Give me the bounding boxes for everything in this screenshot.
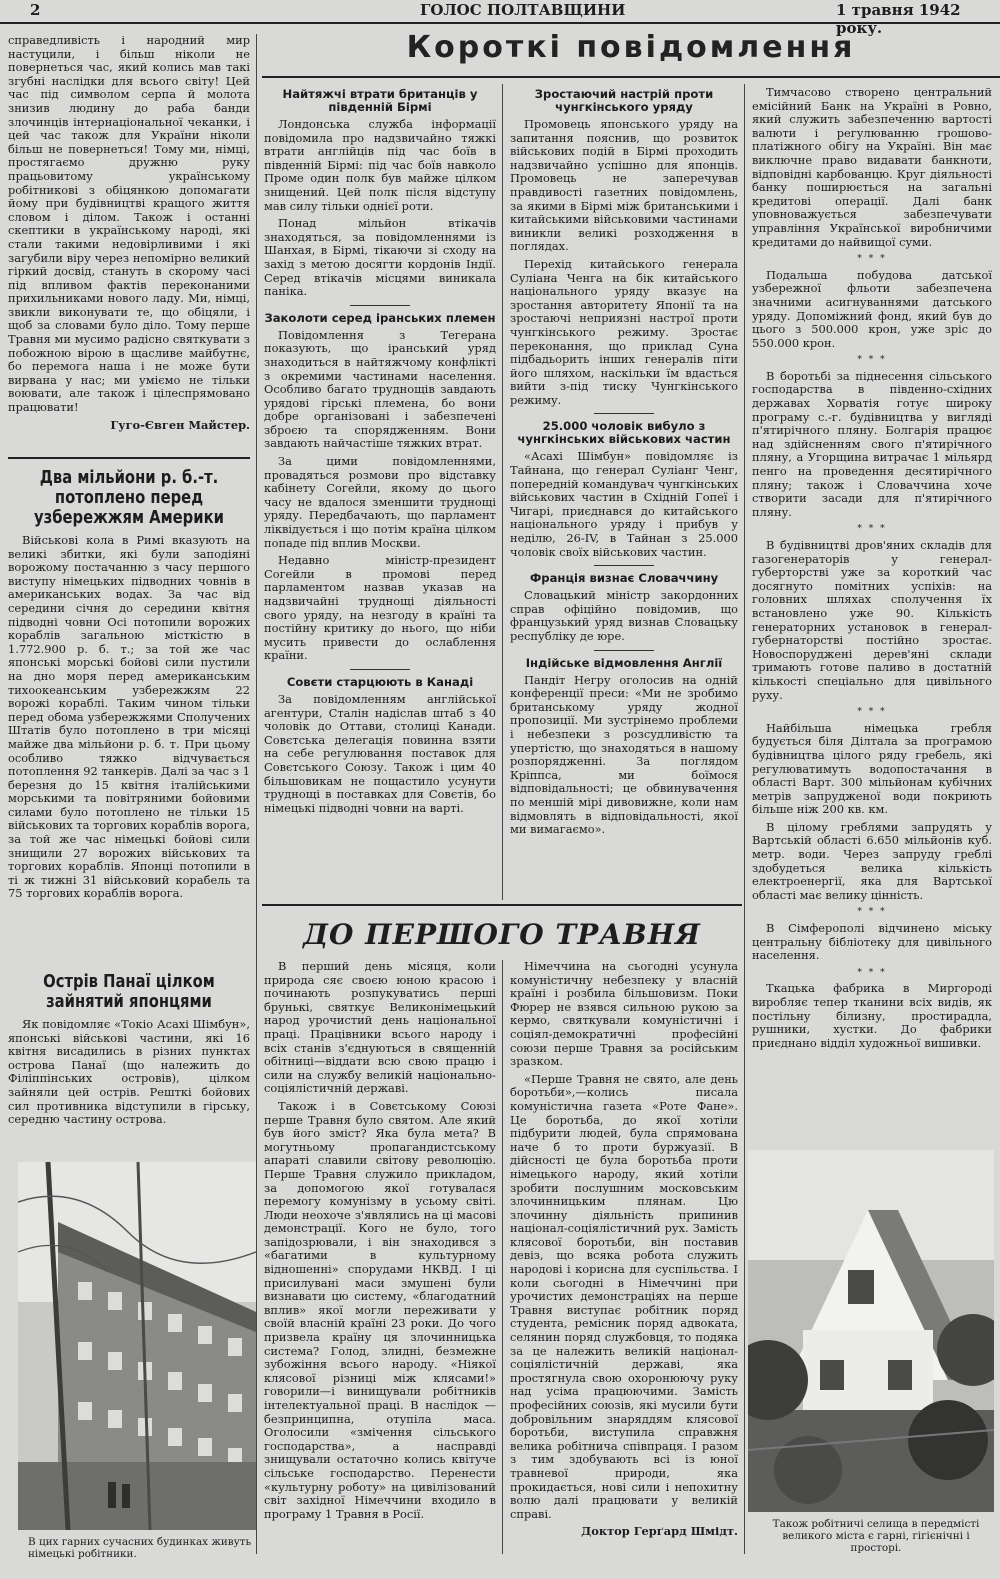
news-item: Тимчасово створено центральний емісійний Банк на Україні в Ровно, який служить забезпеченню вартості валюти і регулюванню грошово-платіжного обігу на Україні. Він має виключне право видавати банкноти, відповідні карбованцю. Круг діяльності банку поширюється на загальні кредитові операції. Далі банк уповноважується забезпечувати управління Української виробничими кредитами до найвищої суми. (752, 86, 992, 249)
paragraph: За повідомленням англійської агентури, Сталін надіслав штаб з 40 чоловік до Оттави, столиці Канади. Совєтська делегація повинна взяти на себе регулювання поставок для Совєтського Союзу. Також і цим 40 більшовикам не пощастило усунути труднощі в поставках для Совєтів, бо німецькі підводні човни на варті. (264, 691, 496, 815)
paragraph: «Асахі Шімбун» повідомляє із Тайнана, що генерал Суліанг Ченг, попередній командувач чунгкінських військових частин в Східній Гопеї і Чигарі, приєднався до китайського національного уряду і прибув у неділю, 26-IV, в Тайнан з 25.000 чоловік своїх військових частин. (510, 449, 738, 559)
news-item: В цілому греблями запрудять у Вартській області 6.650 мільйонів куб. метр. води. Через запруду греблі здобудеться велика кількість електроенергії, яка для Вартської області має велику цінність. (752, 819, 992, 902)
author-signature: Доктор Герґард Шмідт. (581, 1524, 738, 1539)
separator-stars: * * * (857, 707, 887, 718)
col4-brief-items (752, 86, 992, 1142)
paragraph: Промовець японського уряду на запитання пояснив, що розвиток військових подій в Бірмі проходить надзвичайно успішно для японців. Промовець не заперечував правдивості газетних повідомлень, за якими в Бірмі між британськими і китайськими військовими частинами виникли великі розходження в поглядах. (510, 117, 738, 254)
news-item: Ткацька фабрика в Миргороді виробляє тепер тканини всіх видів, як постільну білизну, простирадла, рушники, хустки. До фабрики приєднано відділ художньої вишивки. (752, 981, 992, 1050)
separator-stars: * * * (857, 967, 887, 978)
paragraph: В перший день місяця, коли природа сяє своєю юною красою і починають розпукуватись перші брунькі, святкує Великонімецький народ урочистий день національної праці. Працівники всього народу і всіх станів з'єднуються в священній обітниці—віддати всю свою працю і сили на службу великій національно-соціялістичній державі. (264, 960, 496, 1096)
issue-date: 1 травня 1942 року. (836, 1, 961, 37)
may-day-title: ДО ПЕРШОГО ТРАВНЯ (303, 918, 701, 951)
article-panai-island (8, 966, 250, 1156)
column-rule (502, 960, 503, 1554)
col3-short-news (510, 84, 738, 900)
article-title: Найтяжчі втрати британців у південній Бірмі (282, 87, 478, 114)
article-title: Два мільйони р. б.-т. потоплено перед узбережжям Америки (34, 467, 224, 528)
paragraph: Перехід китайського генерала Суліана Ченга на бік китайського національного уряду вказує на зростання авторитету Японії та на зростаючі неприязні настрої проти чунгкінського режиму. Зростає переконання, що приклад Суна підбадьорить інших генералів піти його шляхом, наскільки їм вдасться вийти з-під тиску Чунгкінського режиму. (510, 256, 738, 407)
paragraph: Німеччина на сьогодні усунула комуністичну небезпеку у власній країні і розбила більшовизм. Поки Фюрер не взявся сильною рукою за кермо, святкували комуністичні і соціял-демократичні професійні союзи перше Травня за російським зразком. (510, 960, 738, 1069)
paragraph: «Перше Травня не свято, але день боротьби»,—колись писала комуністична газета «Роте Фане». Це боротьба, до якої хотіли підбурити людей, була спрямована наче б то проти буржуазії. В дійсності це була боротьба проти німецького народу, який хотіли зробити послушним московським злочинницьким плянам. Цю злочинну діяльність припинив націонал-соціялістичний рух. Замість клясової боротьби, він поставив девіз, що всяка робота служить народові і корисна для суспільства. І коли сьогодні в Німеччині при урочистих демонстраціях на перше Травня виступає робітник поряд студента, ремісник поряд адвоката, селянин поряд службовця, то подяка за це належить великій націонал-соціялістичній державі, яка простягнула свою охоронюючу руку над усіма працюючими. Замість професійних союзів, які мусили бути добровільним знаряддям клясової боротьби, виступила справжня велика робітнича співпраця. І разом з тим здобувають всі із юної травневої природи, яка прокидається, нові сили і непохитну волю далі працювати у великій справі. (510, 1071, 738, 1521)
newspaper-name: ГОЛОС ПОЛТАВЩИНИ (420, 1, 626, 19)
col1-closing-article (8, 34, 250, 454)
paragraph: Недавно міністр-президент Согейли в промові перед парламентом назвав указав на надзвичайні труднощі діяльності свого уряду, на незгоду в країні та постійну критику до нього, що ніби мусить привести до ослаблення країни. (264, 553, 496, 663)
article-title: Франція визнає Словаччину (529, 571, 719, 586)
divider (350, 305, 410, 306)
column-rule (256, 34, 257, 1554)
news-item: В будівництві дров'яних складів для газогенераторів у генерал-губерторстві уже за короткий час досягнуто помітних успіхів: на головних шляхах сполучення їх встановлено уже 90. Кількість генераторних установок в генерал-губернаторстві постійно зростає. Новоспоруджені дерев'яні склади тримають готове паливо в достатній кількості спеціально для цивільного руху. (752, 538, 992, 702)
news-item: Найбільша німецька гребля будується біля Ділтала за програмою будівництва цілого ряду гребель, які регулюватимуть водопостачання в області Варт. 300 мільйонам кубічних метрів запрудженої води покриють більше ніж 200 кв. км. (752, 720, 992, 817)
divider (350, 669, 410, 670)
separator-stars: * * * (857, 907, 887, 918)
column-rule (502, 84, 503, 900)
separator-stars: * * * (857, 524, 887, 535)
photo-apartment-buildings (18, 1162, 256, 1530)
paragraph: Як повідомляє «Токіо Асахі Шімбун», японські військові частини, які 16 квітня висадились в різних пунктах острова Панаї (що належить до Філіппінських островів), цілком зайняли цей острів. Решткі бойових сил противника відступили в гірську, середню частину острова. (8, 1017, 250, 1127)
divider (262, 904, 742, 906)
article-title: Індійське відмовлення Англії (525, 655, 723, 670)
paragraph: За цими повідомленнями, провадяться розмови про відставку кабінету Согейли, якому до цього часу не вдалося зменшити труднощі уряду. Передбачають, що парламент ліквідується і що потім країна цілком попаде під вплив Москви. (264, 454, 496, 550)
section-banner: Короткі повідомлення (406, 30, 856, 65)
article-title: Зростаючий настрій проти чунгкінського уряду (534, 87, 714, 114)
paragraph: Понад мільйон втікачів знаходяться, за повідомленнями із Шанхая, в Бірмі, тікаючи зі сходу на захід з метою досягти кордонів Індії. Серед втікачів місцями виникала паніка. (264, 216, 496, 299)
article-title: Острів Панаї цілком зайнятий японцями (43, 971, 215, 1012)
article-title: 25.000 чоловік вибуло з чунгкінських військових частин (517, 419, 731, 447)
paragraph: Лондонська служба інформації повідомила про надзвичайно тяжкі втрати англійців під час боїв в південній Бірмі: під час боїв навколо Проме один полк був майже цілком знищений. Цей полк після відступу мав силу тільки однієї роти. (264, 117, 496, 213)
paragraph: справедливість і народний мир настуцили, і більш ніколи не повернеться час, який колись мав такі згубні наслідки для всього світу! Цей час під символом серпа й молота знизив людину до раба банди злочинців інтернаціональної чеканки, і цей час також для України ніколи більш не повернеться! Тому ми, німці, простягаємо дружню руку працьовитому українському робітникові з обіцянкою допомагати йому при будівництві кращого життя словом і ділом. Також і останні скептики в українському народі, які стали такими недовірливими і які загубили віру через непомірно великий гіркий досвід, стануть в скорому часі під впливом фактів переконаними прихильниками нового ладу. Ми, німці, звикли виконувати те, що обіцяли, і щоб за словами було діло. Тому перше Травня ми мусимо радісно святкувати з побожною вірою в щасливе майбутнє, бо перемога наша і не може бути вирвана у нас; ми уміємо не тільки воювати, але також і цілеспрямовано працювати! (8, 34, 250, 415)
author-signature: Гуго-Євген Майстер. (110, 417, 250, 432)
divider (594, 413, 654, 414)
article-title: Совєти старцюють в Канаді (286, 674, 474, 689)
column-rule (744, 84, 745, 1554)
news-item: В Сімферополі відчинено міську центральну бібліотеку для цивільного населення. (752, 921, 992, 963)
article-title: Заколоти серед іранських племен (264, 310, 496, 325)
divider (262, 76, 1000, 78)
page-number: 2 (30, 1, 41, 19)
page-header (0, 0, 1000, 37)
article-two-millions (8, 462, 250, 962)
separator-stars: * * * (857, 254, 887, 265)
photo-caption: Також робітничі селища в передмісті великого міста є гарні, гігієнічні і просторі. (772, 1518, 980, 1554)
photo-workers-settlement (748, 1150, 994, 1512)
col2-short-news (264, 84, 496, 900)
may-day-column-b (510, 960, 738, 1558)
news-item: В боротьбі за піднесення сільського господарства в південно-східних державах Хорватія готує широку програму с.-г. будівництва у вигляді п'ятирічного пляну. Болгарія працює над здійсненням свого п'ятирічного пляну, а Угорщина витрачає 1 мільярд пенго на проведення десятирічного пляну; також і Словаччина хоче створити засади для п'ятирічного пляну. (752, 368, 992, 519)
divider (594, 565, 654, 566)
photo-caption: В цих гарних сучасних будинках живуть німецькі робітники. (28, 1536, 252, 1560)
may-day-column-a (264, 960, 496, 1560)
separator-stars: * * * (857, 355, 887, 366)
divider (594, 650, 654, 651)
paragraph: Словацький міністр закордонних справ офіційно повідомив, що французький уряд визнав Словацьку республіку де юре. (510, 588, 738, 643)
divider (8, 457, 250, 459)
paragraph: Військові кола в Римі вказують на великі збитки, які були заподіяні ворожому постачанню з часу першого виступу німецьких підводних човнів в американських водах. За час від середини січня до середини квітня підводні човни Осі потопили ворожих кораблів загальною місткістю в 1.772.900 р. б. т.; за той же час японські морські бойові сили пустили на дно моря перед американським тихоокеанським узбережжям 22 ворожі кораблі. Таким чином тільки перед обома узбережжями Сполучених Штатів було потоплено в три місяці майже два мільйони р. б. т. При цьому особливо тяжко відчувається потоплення 92 танкерів. Далі за час з 1 березня до 15 квітня італійськими морськими та повітряними бойовими силами було потоплено не тільки 15 військових та торгових кораблів ворога, за той же час німецькі бойові сили знищили 27 ворожих військових та торгових кораблів. Японці потопили в ті ж тижні 31 військовий корабель та 75 торгових кораблів ворога. (8, 533, 250, 901)
paragraph: Повідомлення з Тегерана показують, що іранський уряд знаходиться в найтяжчому конфлікті з окремими частинами населення. Особливо багато труднощів завдають урядові гірські племена, бо вони добре організовані і забезпечені зброєю та спорядженням. Вони завдають найчастіше тяжких втрат. (264, 327, 496, 451)
paragraph: Також і в Совєтському Союзі перше Травня було святом. Але який був його зміст? Яка була мета? В могутньому пропагандистському апараті славили світову революцію. Перше Травня служило прикладом, за допомогою якої готувалася перемогу комунізму в усьому світі. Люди неохоче з'являлись на ці масові демонстрації. Кого не було, того запідозрювали, і він знаходився з «багатими в культурному відношенні» спорудами НКВД. І ці присилувані маси змушені були визнавати цю систему, «благодатний вплив» якої могли переживати у своїй власній країні 23 роки. До чого призвела країну ця злочинницька система? Голод, злидні, безмежне зубожіння всього народу. «Ніякої клясової різниці між клясами!» говорили—і винищували робітників інтелектуальної праці. В наслідок — безпринципна, отупіла маса. Оголосили «змічення сільського господарства», а насправді знищували остаточно колись квітуче сільське господарство. Перенести «культурну роботу» на цивілізований світ західної Німеччини входило в програму 1 Травня в Росії. (264, 1098, 496, 1521)
paragraph: Пандіт Негру оголосив на одній конференції преси: «Ми не зробимо британському уряду жодної пропозиції. Ми зустрінемо проблеми і небезпеки з розсудливістю та упертістю, що знаходяться в нашому розпорядженні. За поглядом Кріппса, ми боїмося відповідальності; це обвинувачення по меншій мірі дивовижне, коли нам відмовлять в відповідальності, якої ми вимагаємо». (510, 672, 738, 837)
news-item: Подальша побудова датської узбережної фльоти забезпечена значними асигнуваннями датського уряду. Допоміжний фонд, який був до цього з 500.000 крон, уже зріс до 550.000 крон. (752, 267, 992, 350)
